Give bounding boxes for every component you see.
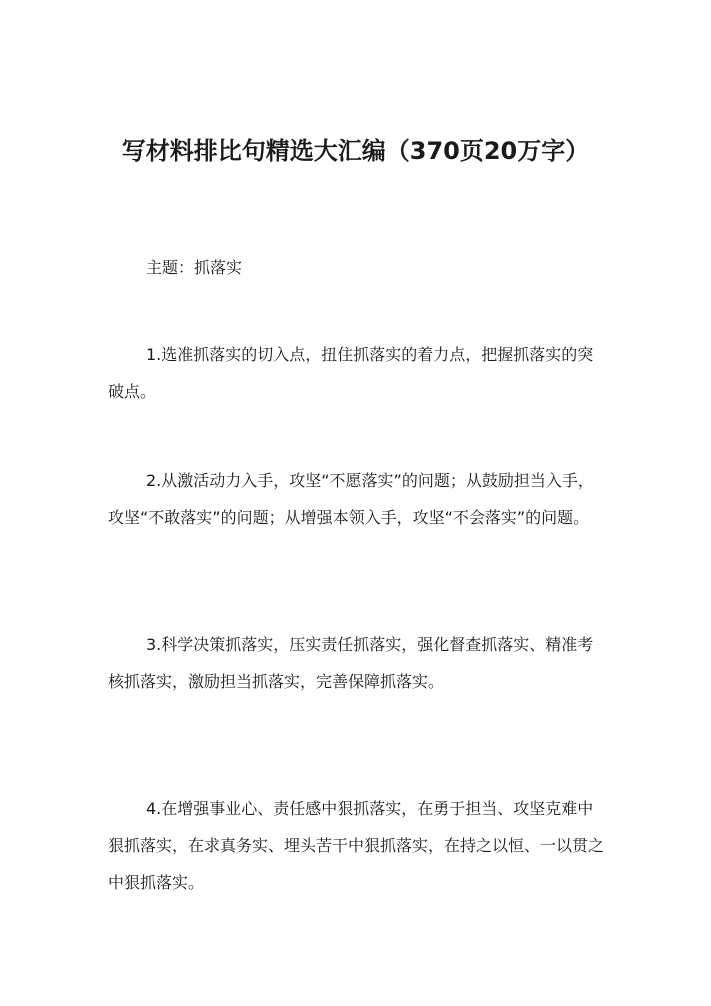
topic-line: 主题：抓落实 — [146, 258, 243, 277]
paragraph-4: 4.在增强事业心、责任感中狠抓落实，在勇于担当、攻坚克难中狠抓落实，在求真务实、埋头苦干中狠抓落实，在持之以恒、一以贯之中狠抓落实。 — [108, 799, 605, 892]
document-title: 写材料排比句精选大汇编（370页20万字） — [121, 137, 590, 166]
paragraph-2: 2.从激活动力入手，攻坚“不愿落实”的问题；从鼓励担当入手，攻坚“不敢落实”的问题；从增强本领入手，攻坚“不会落实”的问题。 — [108, 471, 594, 527]
paragraph-1: 1.选准抓落实的切入点，扭住抓落实的着力点，把握抓落实的突破点。 — [108, 345, 594, 401]
paragraph-3: 3.科学决策抓落实，压实责任抓落实，强化督查抓落实、精准考核抓落实，激励担当抓落实，完善保障抓落实。 — [108, 635, 594, 691]
